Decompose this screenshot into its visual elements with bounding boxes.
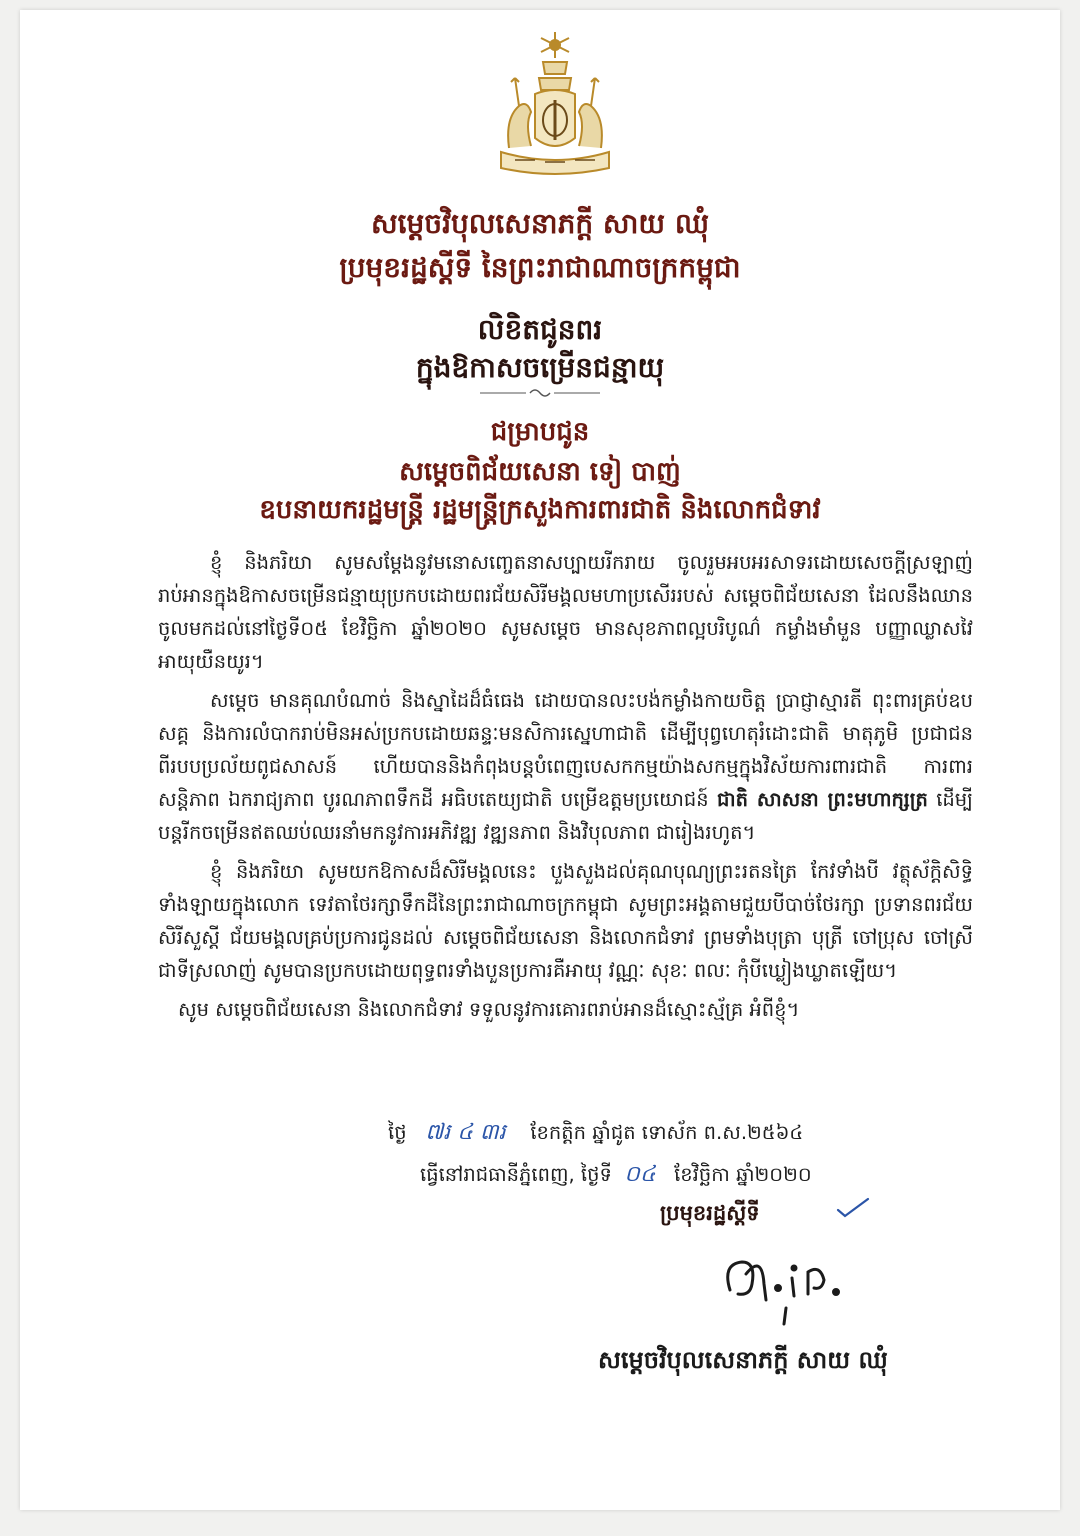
lunar-date-prefix: ថ្ងៃ (388, 1121, 407, 1144)
lunar-date-line (388, 1118, 803, 1150)
occasion-heading: ក្នុងឱកាសចម្រើនជន្មាយុ (415, 351, 665, 384)
checkmark-icon (836, 1196, 870, 1222)
para2-text-end: ដើម្បីបន្តរីកចម្រើនឥតឈប់ឈរនាំមកនូវការអភិវឌ្ឍ វឌ្ឍនភាព និងវិបុលភាព ជារៀងរហូត។ (158, 788, 973, 844)
salutation-line: ជម្រាបជូន (490, 417, 590, 447)
sender-office-heading: ប្រមុខរដ្ឋស្តីទី នៃព្រះរាជាណាចក្រកម្ពុជា (339, 251, 741, 284)
para2-text-start: សម្តេច មានគុណបំណាច់ និងស្នាដៃដ៏ធំធេង ដោយបានលះបង់កម្លាំងកាយចិត្ត ប្រាជ្ញាស្មារតី ពុះពារគ្រប់ឧបសគ្គ និងការលំបាករាប់មិនអស់ប្រកបដោយឆន្ទៈមនសិការស្នេហាជាតិ ដើម្បីបុព្វហេតុរំដោះជាតិ មាតុភូមិ ប្រជាជនពីរបបប្រល័យពូជសាសន៍ ហើយបាននិងកំពុងបន្តបំពេញបេសកកម្មយ៉ាងសកម្មក្នុងវិស័យការពារជាតិ ការពារសន្តិភាព ឯករាជ្យភាព បូរណភាពទឹកដី អធិបតេយ្យជាតិ បម្រើឧត្តមប្រយោជន៍ (158, 689, 973, 811)
letter-type-heading: លិខិតជូនពរ (477, 313, 603, 346)
lunar-date-handwritten: ៧រ ៤ ៣រ (425, 1120, 506, 1145)
lunar-date-suffix: ខែកត្តិក ឆ្នាំជូត ទោស័ក ព.ស.២៥៦៤ (530, 1121, 804, 1144)
solar-date-prefix: ធ្វើនៅរាជធានីភ្នំពេញ, ថ្ងៃទី (420, 1163, 612, 1186)
letter-body (158, 546, 973, 1032)
recipient-name: សម្តេចពិជ័យសេនា ទៀ បាញ់ (399, 457, 681, 487)
sender-name-heading: សម្តេចវិបុលសេនាភក្តី សាយ ឈុំ (370, 207, 710, 240)
handwritten-signature (716, 1244, 866, 1326)
royal-coat-of-arms-emblem (475, 28, 635, 188)
recipient-title: ឧបនាយករដ្ឋមន្ត្រី រដ្ឋមន្ត្រីក្រសួងការពារជាតិ និងលោកជំទាវ (259, 495, 821, 525)
body-paragraph-1: ខ្ញុំ និងភរិយា សូមសម្តែងនូវមនោសញ្ចេតនាសប្បាយរីករាយ ចូលរួមអបអរសាទរដោយសេចក្តីស្រឡាញ់រាប់អានក្នុងឱកាសចម្រើនជន្មាយុប្រកបដោយពរជ័យសិរីមង្គលមហាប្រសើររបស់ សម្តេចពិជ័យសេនា ដែលនឹងឈានចូលមកដល់នៅថ្ងៃទី០៥ ខែវិច្ឆិកា ឆ្នាំ២០២០ សូមសម្តេច មានសុខភាពល្អបរិបូណ៌ កម្លាំងមាំមួន បញ្ញាឈ្លាសវៃ អាយុយឺនយូរ។ (158, 551, 973, 673)
body-paragraph-3: ខ្ញុំ និងភរិយា សូមយកឱកាសដ៏សិរីមង្គលនេះ បួងសួងដល់គុណបុណ្យព្រះរតនត្រៃ កែវទាំងបី វត្ថុស័ក្តិសិទ្ធិទាំងឡាយក្នុងលោក ទេវតាថែរក្សាទឹកដីនៃព្រះរាជាណាចក្រកម្ពុជា សូមព្រះអង្គតាមជួយបីបាច់ថែរក្សា ប្រទានពរជ័យ សិរីសួស្តី ជ័យមង្គលគ្រប់ប្រការជូនដល់ សម្តេចពិជ័យសេនា និងលោកជំទាវ ព្រមទាំងបុត្រា បុត្រី ចៅប្រុស ចៅស្រីជាទីស្រលាញ់ សូមបានប្រកបដោយពុទ្ធពរទាំងបួនប្រការគឺអាយុ វណ្ណៈ សុខៈ ពលៈ កុំបីឃ្លៀងឃ្លាតឡើយ។ (158, 860, 973, 982)
body-paragraph-2 (158, 684, 973, 849)
solar-day-handwritten: ០៤ (624, 1162, 656, 1187)
letter-page (20, 10, 1060, 1510)
signatory-name: សម្តេចវិបុលសេនាភក្តី សាយ ឈុំ (598, 1346, 888, 1374)
ornamental-divider (480, 386, 600, 400)
solar-date-line (420, 1160, 812, 1192)
solar-date-suffix: ខែវិច្ឆិកា ឆ្នាំ២០២០ (674, 1163, 812, 1186)
para2-bold-phrase: ជាតិ សាសនា ព្រះមហាក្សត្រ (717, 788, 928, 811)
body-paragraph-4: សូម សម្តេចពិជ័យសេនា និងលោកជំទាវ ទទួលនូវការគោរពរាប់អានដ៏ស្មោះស្ម័គ្រ អំពីខ្ញុំ។ (178, 998, 800, 1021)
signatory-title: ប្រមុខរដ្ឋស្តីទី (660, 1201, 760, 1225)
